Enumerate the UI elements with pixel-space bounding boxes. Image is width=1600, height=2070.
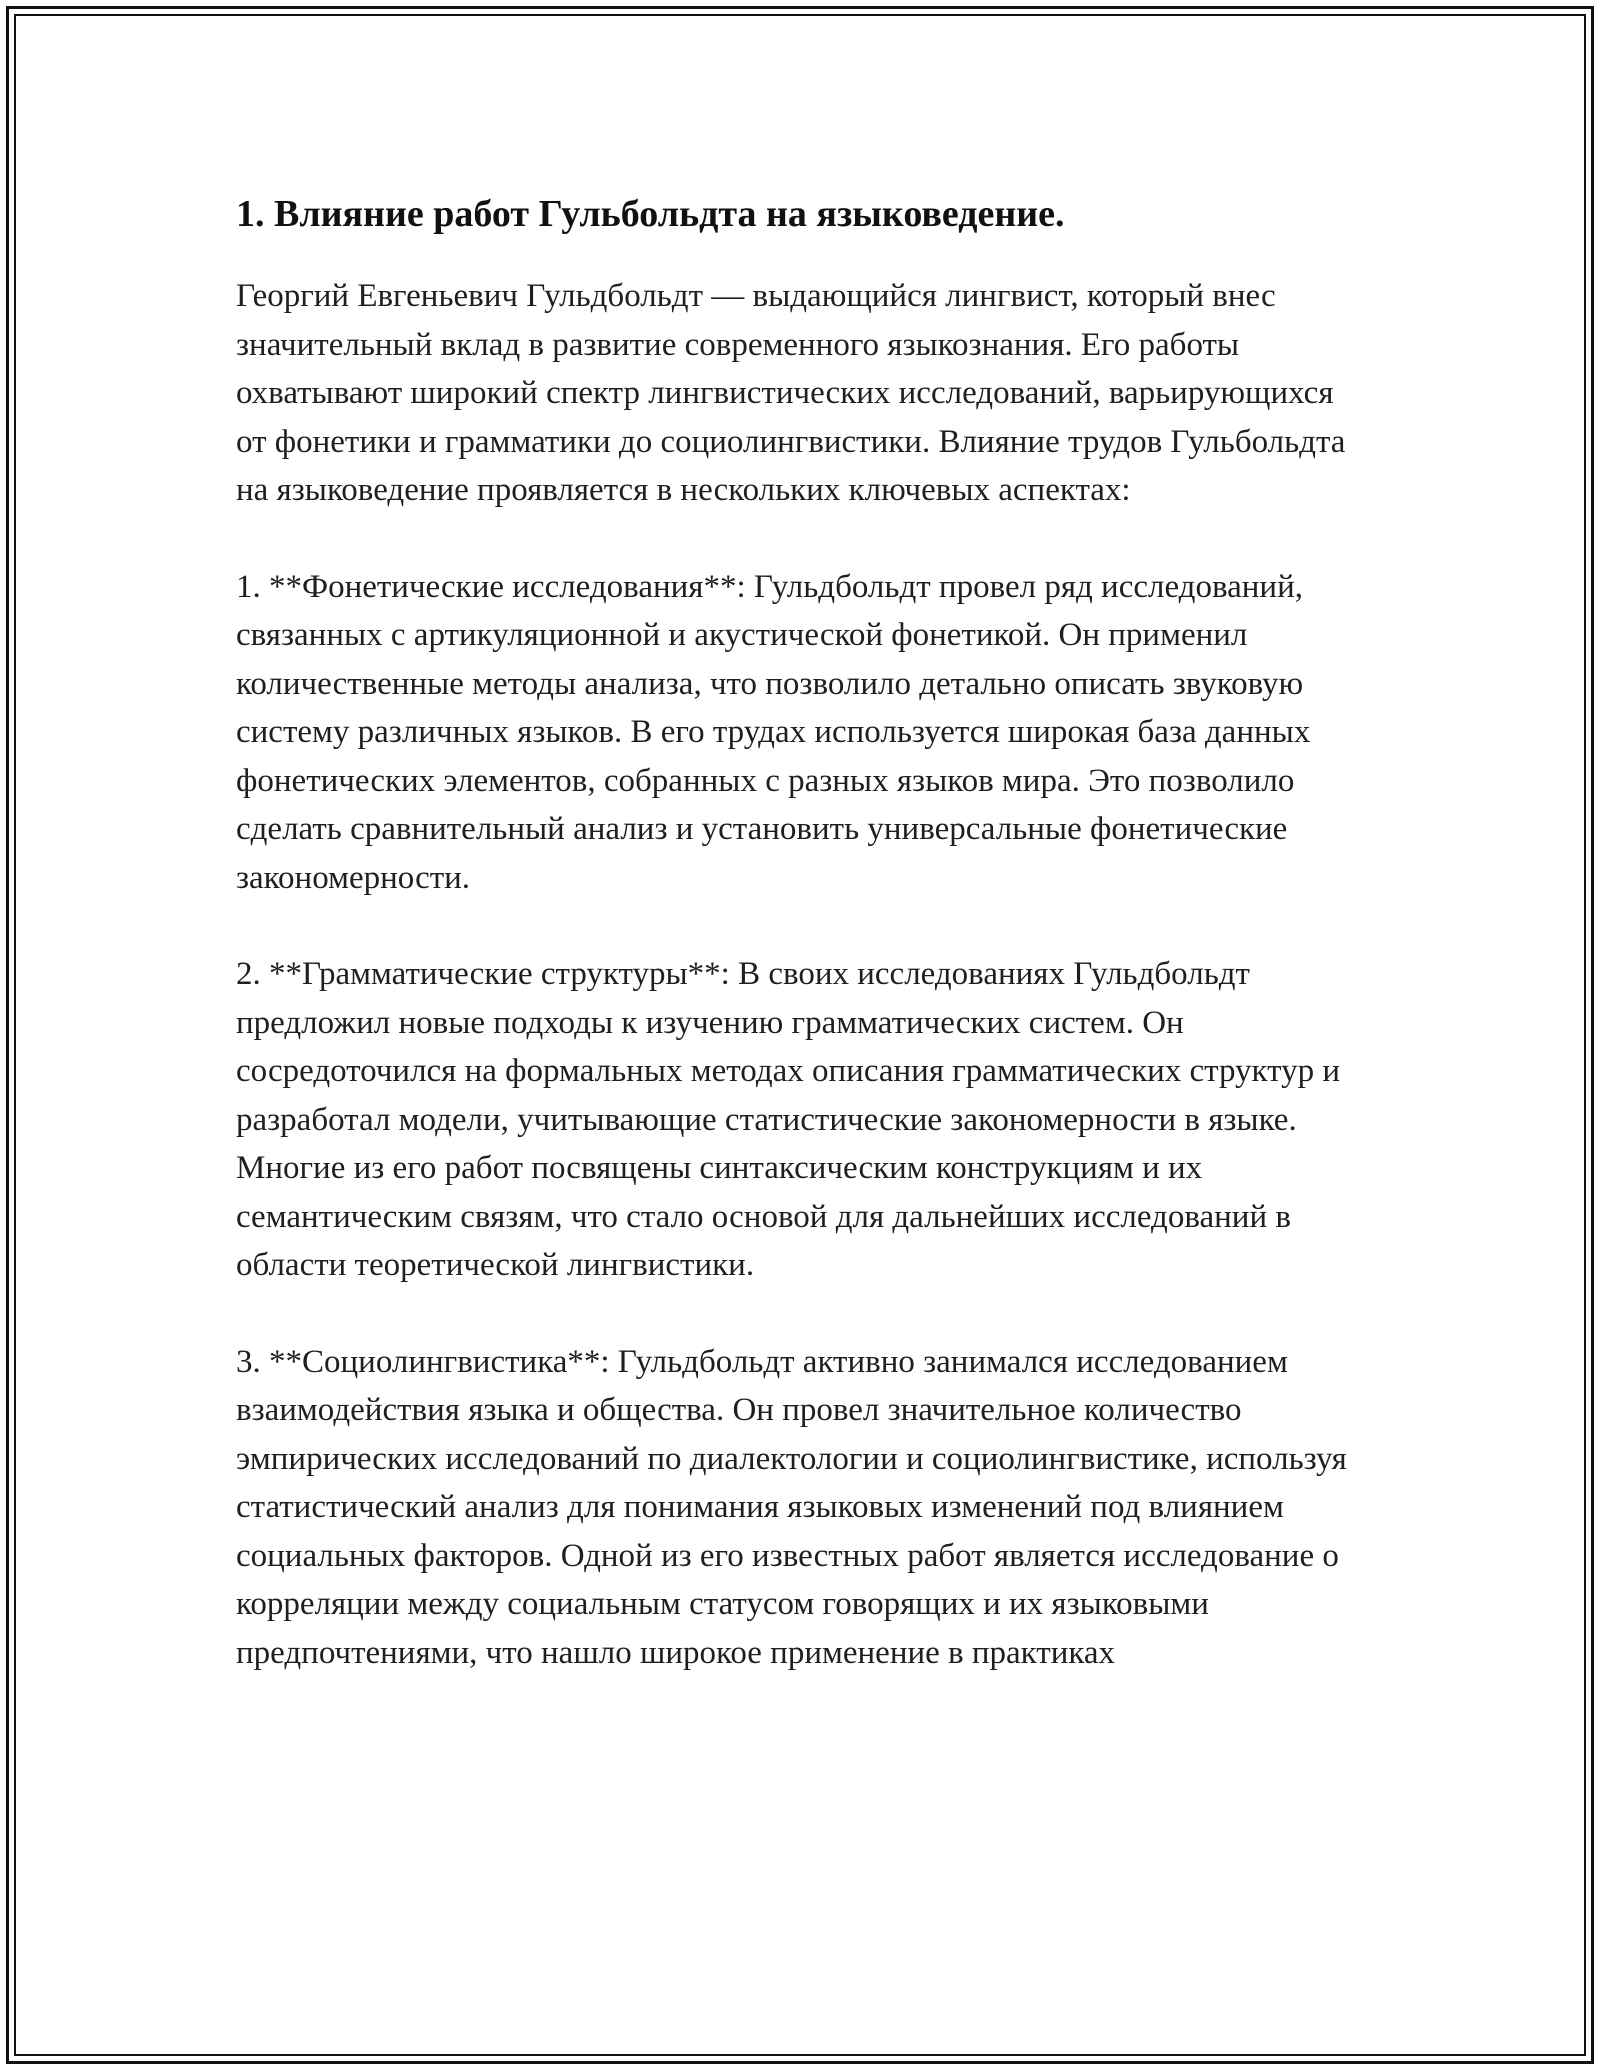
intro-paragraph: Георгий Евгеньевич Гульдбольдт — выдающийся лингвист, который внес значительный вклад в развитие современного языкознания. Его работы охватывают широкий спектр лингвистических исследований, варьирующихся от фонетики и грамматики до социолингвистики. Влияние трудов Гульбольдта на языковедение проявляется в нескольких ключевых аспектах: (236, 278, 1346, 508)
section-heading: 1. Влияние работ Гульбольдта на языковедение. (236, 193, 1065, 235)
grammar-paragraph: 2. **Грамматические структуры**: В своих исследованиях Гульдбольдт предложил новые подходы к изучению грамматических систем. Он сосредоточился на формальных методах описания грамматических структур и разработал модели, учитывающие статистические закономерности в языке. Многие из его работ посвящены синтаксическим конструкциям и их семантическим связям, что стало основой для дальнейших исследований в области теоретической лингвистики. (236, 956, 1341, 1283)
sociolinguistics-paragraph: 3. **Социолингвистика**: Гульдбольдт активно занимался исследованием взаимодействия языка и общества. Он провел значительное количество эмпирических исследований по диалектологии и социолингвистике, используя статистический анализ для понимания языковых изменений под влиянием социальных факторов. Одной из его известных работ является исследование о корреляции между социальным статусом говорящих и их языковыми предпочтениями, что нашло широкое применение в практиках (236, 1343, 1347, 1671)
phonetics-paragraph: 1. **Фонетические исследования**: Гульдбольдт провел ряд исследований, связанных с артикуляционной и акустической фонетикой. Он применил количественные методы анализа, что позволило детально описать звуковую систему различных языков. В его трудах используется широкая база данных фонетических элементов, собранных с разных языков мира. Это позволило сделать сравнительный анализ и установить универсальные фонетические закономерности. (236, 568, 1311, 896)
document-body (236, 186, 1366, 1725)
